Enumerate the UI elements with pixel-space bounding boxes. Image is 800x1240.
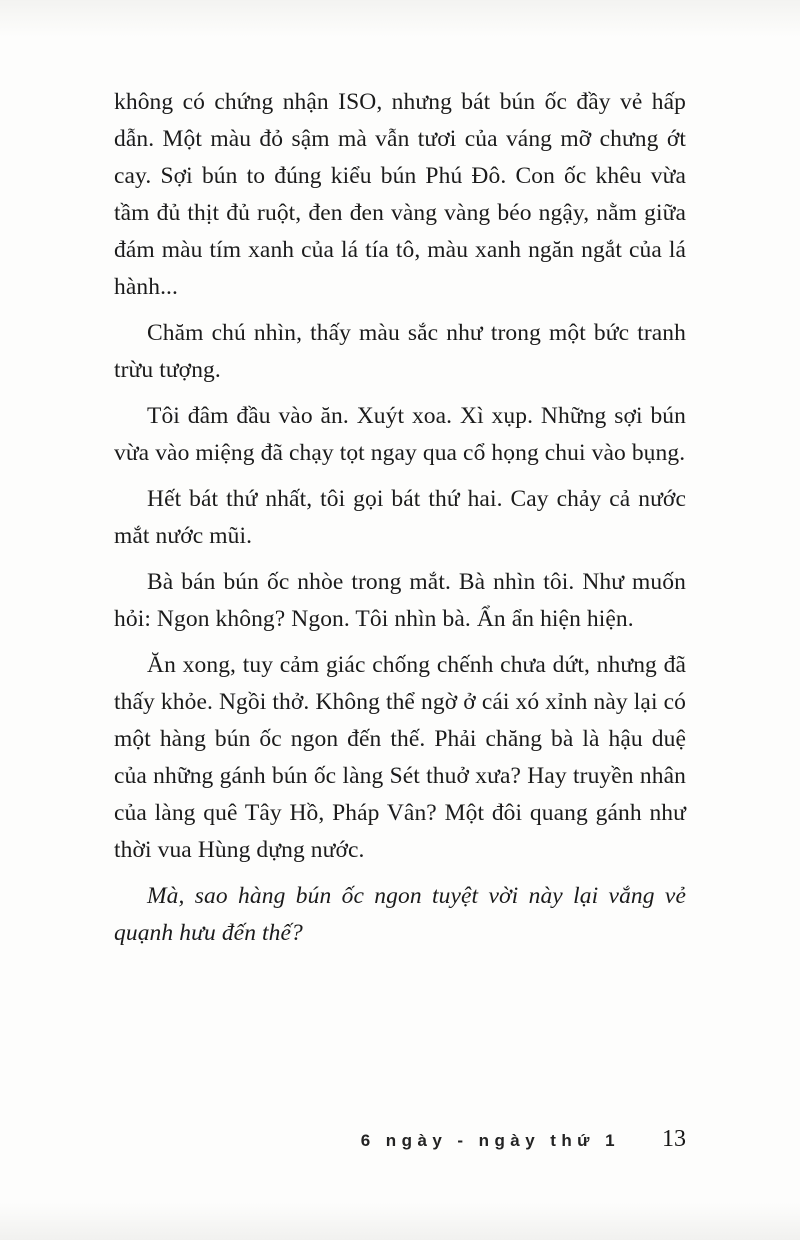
paragraph-italic: Mà, sao hàng bún ốc ngon tuyệt vời này lại vắng vẻ quạnh hưu đến thế? [114, 883, 686, 946]
paragraph: Tôi đâm đầu vào ăn. Xuýt xoa. Xì xụp. Những sợi bún vừa vào miệng đã chạy tọt ngay qua cổ họng chui vào bụng. [114, 403, 686, 466]
running-footer-title: 6 ngày - ngày thứ 1 [360, 1131, 620, 1150]
page-footer [114, 1126, 686, 1153]
paragraph: Chăm chú nhìn, thấy màu sắc như trong một bức tranh trừu tượng. [114, 320, 686, 383]
paragraph: Hết bát thứ nhất, tôi gọi bát thứ hai. Cay chảy cả nước mắt nước mũi. [114, 486, 686, 549]
paragraph: không có chứng nhận ISO, nhưng bát bún ốc đầy vẻ hấp dẫn. Một màu đỏ sậm mà vẫn tươi của váng mỡ chưng ớt cay. Sợi bún to đúng kiểu bún Phú Đô. Con ốc khêu vừa tầm đủ thịt đủ ruột, đen đen vàng vàng béo ngậy, nằm giữa đám màu tím xanh của lá tía tô, màu xanh ngăn ngắt của lá hành... [114, 89, 686, 300]
paragraph: Bà bán bún ốc nhòe trong mắt. Bà nhìn tôi. Như muốn hỏi: Ngon không? Ngon. Tôi nhìn bà. Ẩn ẩn hiện hiện. [114, 569, 686, 632]
page-number: 13 [662, 1126, 686, 1152]
body-text [114, 84, 686, 961]
paragraph: Ăn xong, tuy cảm giác chống chếnh chưa dứt, nhưng đã thấy khỏe. Ngồi thở. Không thể ngờ ở cái xó xỉnh này lại có một hàng bún ốc ngon đến thế. Phải chăng bà là hậu duệ của những gánh bún ốc làng Sét thuở xưa? Hay truyền nhân của làng quê Tây Hồ, Pháp Vân? Một đôi quang gánh như thời vua Hùng dựng nước. [114, 652, 686, 863]
